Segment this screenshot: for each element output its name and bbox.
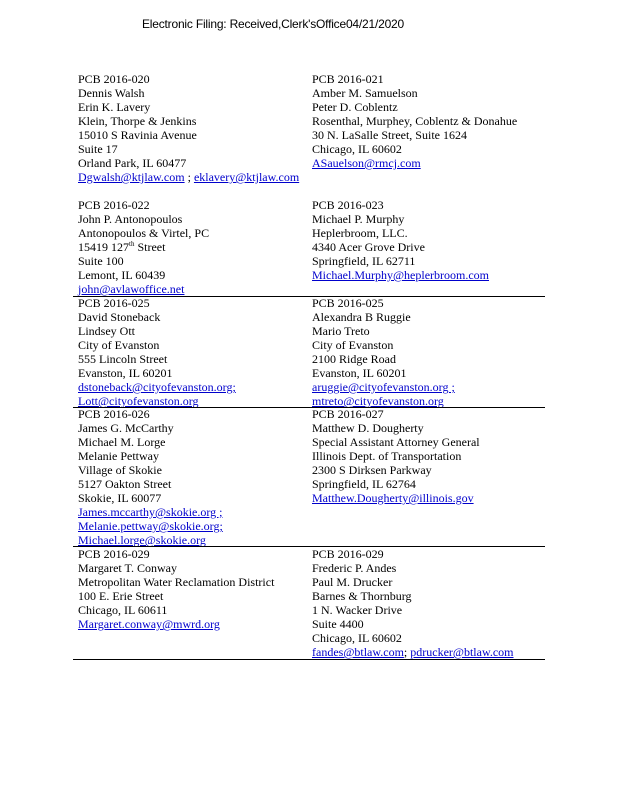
email-line xyxy=(312,394,455,408)
email-link[interactable]: aruggie@cityofevanston.org ; xyxy=(312,380,455,394)
address-line: Suite 100 xyxy=(78,254,124,268)
email-link[interactable]: Michael.lorge@skokie.org xyxy=(78,533,206,547)
address-line: 4340 Acer Grove Drive xyxy=(312,240,425,254)
case-number: PCB 2016-027 xyxy=(312,407,384,421)
contact-card xyxy=(78,296,236,408)
address-line xyxy=(78,240,209,254)
ordinal-suffix: th xyxy=(129,240,135,248)
firm-name: Metropolitan Water Reclamation District xyxy=(78,575,275,589)
address-line: 5127 Oakton Street xyxy=(78,477,172,491)
firm-name: City of Evanston xyxy=(312,338,394,352)
email-link[interactable]: Margaret.conway@mwrd.org xyxy=(78,617,220,631)
email-line xyxy=(78,533,223,547)
email-link[interactable]: pdrucker@btlaw.com xyxy=(410,645,514,659)
email-line xyxy=(78,170,299,184)
contact-card xyxy=(312,407,480,505)
address-line: Lemont, IL 60439 xyxy=(78,268,166,282)
address-line: 100 E. Erie Street xyxy=(78,589,164,603)
email-link[interactable]: Melanie.pettway@skokie.org; xyxy=(78,519,223,533)
email-line xyxy=(78,394,236,408)
address-line: 30 N. LaSalle Street, Suite 1624 xyxy=(312,128,467,142)
contact-name: Mario Treto xyxy=(312,324,370,338)
contact-card xyxy=(312,198,489,282)
case-number: PCB 2016-029 xyxy=(78,547,150,561)
firm-name: Village of Skokie xyxy=(78,463,162,477)
email-line xyxy=(78,282,209,296)
case-number: PCB 2016-026 xyxy=(78,407,150,421)
address-line: 1 N. Wacker Drive xyxy=(312,603,403,617)
filing-stamp: Electronic Filing: Received,Clerk'sOffice04/21/2020 xyxy=(142,17,405,31)
email-line xyxy=(312,380,455,394)
contact-name: Michael P. Murphy xyxy=(312,212,405,226)
email-link[interactable]: Lott@cityofevanston.org xyxy=(78,394,199,408)
contact-card xyxy=(78,198,209,296)
email-link[interactable]: Matthew.Dougherty@illinois.gov xyxy=(312,491,474,505)
address-line: Suite 17 xyxy=(78,142,118,156)
email-line xyxy=(312,491,480,505)
contact-card xyxy=(78,72,299,184)
address-line: Chicago, IL 60611 xyxy=(78,603,168,617)
email-link[interactable]: fandes@btlaw.com xyxy=(312,645,404,659)
contact-name: Matthew D. Dougherty xyxy=(312,421,424,435)
address-line: Skokie, IL 60077 xyxy=(78,491,162,505)
email-line xyxy=(78,380,236,394)
address-line: 15010 S Ravinia Avenue xyxy=(78,128,197,142)
contact-name: Melanie Pettway xyxy=(78,449,159,463)
divider xyxy=(73,659,545,660)
email-link[interactable]: mtreto@cityofevanston.org xyxy=(312,394,444,408)
email-separator: ; xyxy=(403,645,408,659)
email-link[interactable]: James.mccarthy@skokie.org ; xyxy=(78,505,223,519)
contact-card xyxy=(78,407,223,547)
contact-name: Paul M. Drucker xyxy=(312,575,393,589)
case-number: PCB 2016-022 xyxy=(78,198,150,212)
case-number: PCB 2016-023 xyxy=(312,198,384,212)
address-line: Chicago, IL 60602 xyxy=(312,631,402,645)
address-line: Chicago, IL 60602 xyxy=(312,142,402,156)
email-link[interactable]: john@avlawoffice.net xyxy=(78,282,185,296)
firm-name: Illinois Dept. of Transportation xyxy=(312,449,462,463)
firm-name: City of Evanston xyxy=(78,338,160,352)
case-number: PCB 2016-029 xyxy=(312,547,384,561)
contact-name: Dennis Walsh xyxy=(78,86,145,100)
email-link[interactable]: ASauelson@rmcj.com xyxy=(312,156,421,170)
case-number: PCB 2016-021 xyxy=(312,72,384,86)
email-line xyxy=(78,519,223,533)
email-link[interactable]: eklavery@ktjlaw.com xyxy=(193,170,300,184)
address-line: Springfield, IL 62711 xyxy=(312,254,416,268)
case-number: PCB 2016-025 xyxy=(312,296,384,310)
contact-name: Frederic P. Andes xyxy=(312,561,397,575)
address-line: Evanston, IL 60201 xyxy=(312,366,407,380)
address-line: Orland Park, IL 60477 xyxy=(78,156,187,170)
contact-card xyxy=(312,547,514,659)
case-number: PCB 2016-025 xyxy=(78,296,150,310)
address-line: Evanston, IL 60201 xyxy=(78,366,173,380)
email-separator: ; xyxy=(187,170,191,184)
street-number: 15419 127 xyxy=(78,240,129,254)
address-line: 555 Lincoln Street xyxy=(78,352,168,366)
contact-name: Lindsey Ott xyxy=(78,324,135,338)
contact-name: Michael M. Lorge xyxy=(78,435,166,449)
contact-card xyxy=(312,296,455,408)
email-link[interactable]: dstoneback@cityofevanston.org; xyxy=(78,380,236,394)
firm-name: Heplerbroom, LLC. xyxy=(312,226,408,240)
street-name: Street xyxy=(134,240,166,254)
address-line: 2300 S Dirksen Parkway xyxy=(312,463,432,477)
email-line xyxy=(312,268,489,282)
contact-name: John P. Antonopoulos xyxy=(78,212,183,226)
email-line xyxy=(312,156,517,170)
email-link[interactable]: Michael.Murphy@heplerbroom.com xyxy=(312,268,490,282)
firm-name: Rosenthal, Murphey, Coblentz & Donahue xyxy=(312,114,518,128)
contact-card xyxy=(312,72,517,170)
email-line xyxy=(78,617,274,631)
contact-name: James G. McCarthy xyxy=(78,421,174,435)
email-line xyxy=(312,645,514,659)
contact-name: Alexandra B Ruggie xyxy=(312,310,411,324)
firm-name: Barnes & Thornburg xyxy=(312,589,412,603)
address-line: Suite 4400 xyxy=(312,617,364,631)
contact-name: David Stoneback xyxy=(78,310,161,324)
contact-name: Erin K. Lavery xyxy=(78,100,151,114)
contact-card xyxy=(78,547,274,631)
address-line: 2100 Ridge Road xyxy=(312,352,396,366)
contact-name: Amber M. Samuelson xyxy=(312,86,418,100)
email-link[interactable]: Dgwalsh@ktjlaw.com xyxy=(78,170,185,184)
firm-name: Klein, Thorpe & Jenkins xyxy=(78,114,197,128)
firm-name: Antonopoulos & Virtel, PC xyxy=(78,226,210,240)
contact-name: Margaret T. Conway xyxy=(78,561,177,575)
contact-title: Special Assistant Attorney General xyxy=(312,435,480,449)
address-line: Springfield, IL 62764 xyxy=(312,477,416,491)
case-number: PCB 2016-020 xyxy=(78,72,150,86)
contact-name: Peter D. Coblentz xyxy=(312,100,398,114)
email-line xyxy=(78,505,223,519)
